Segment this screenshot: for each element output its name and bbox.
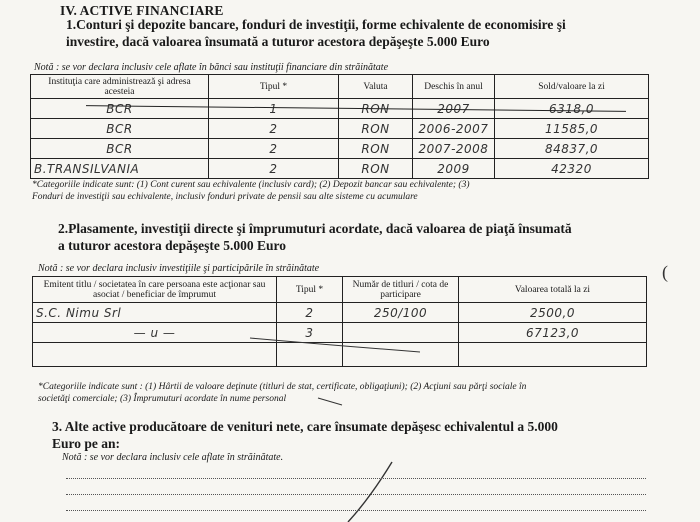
heading-3-line-1: 3. Alte active producătoare de venituri nete, care însumate depăşesc echivalentul a 5.000 [52,419,558,434]
header-issuer: Emitent titlu / societatea în care persoana este acţionar sau asociat / beneficiar de împrumut [33,277,277,303]
heading-1-line-2: investire, dacă valoarea însumată a tuturor acestora depăşeşte 5.000 Euro [66,34,490,49]
cancel-stroke-3 [348,462,392,522]
header-currency: Valuta [339,75,413,99]
section-title: IV. ACTIVE FINANCIARE [60,3,224,18]
footnote-1-line-2: Fonduri de investiţii sau echivalente, inclusiv fonduri private de pensii sau alte sisteme cu acumulare [32,192,418,202]
cancel-stroke-2 [318,398,342,405]
header-institution: Instituţia care administrează şi adresa acesteia [31,75,209,99]
heading-2-line-2: a tuturor acestora depăşeşte 5.000 Euro [58,238,286,253]
cell-currency: RON [339,139,413,159]
footnote-2-line-2: societăţi comerciale; (3) Împrumuturi acordate în nume personal [38,394,287,404]
cell-institution: BCR [31,99,209,119]
heading-2-line-1: 2.Plasamente, investiţii directe şi împrumuturi acordate, dacă valoarea de piaţă însumată [58,221,572,236]
header-type: Tipul * [277,277,343,303]
cell-issuer: — u — [33,323,277,343]
cell-type: 1 [209,99,339,119]
cell-opened: 2007-2008 [413,139,495,159]
dotted-line [66,494,646,495]
note-2: Notă : se vor declara inclusiv investiţiile şi participările în străinătate [38,263,320,274]
cancel-stroke-1 [250,338,420,352]
cell-type: 2 [209,119,339,139]
cell-type: 3 [277,323,343,343]
heading-1-line-1: 1.Conturi şi depozite bancare, fonduri de investiţii, forme echivalente de economisire şi [66,17,566,32]
header-total: Valoarea totală la zi [459,277,647,303]
cell-institution: BCR [31,139,209,159]
cell-institution: B.TRANSILVANIA [31,159,209,179]
cell-shares: 250/100 [343,303,459,323]
cell-issuer: S.C. Nimu Srl [33,303,277,323]
cell-currency: RON [339,159,413,179]
dotted-line [66,478,646,479]
cell-total: 67123,0 [459,323,647,343]
margin-mark: ( [662,262,668,282]
header-shares: Număr de titluri / cota de participare [343,277,459,303]
header-balance: Sold/valoare la zi [495,75,649,99]
cell-type: 2 [209,139,339,159]
cell-total: 2500,0 [459,303,647,323]
cell-balance: 84837,0 [495,139,649,159]
cell-balance: 11585,0 [495,119,649,139]
cell-currency: RON [339,119,413,139]
note-3: Notă : se vor declara inclusiv cele aflate în străinătate. [62,452,284,463]
cell-type: 2 [209,159,339,179]
cell-type: 2 [277,303,343,323]
cell-opened: 2006-2007 [413,119,495,139]
cell-balance: 42320 [495,159,649,179]
header-opened: Deschis în anul [413,75,495,99]
footnote-1-line-1: *Categoriile indicate sunt: (1) Cont curent sau echivalente (inclusiv card); (2) Depozit bancar sau echivalente; (3) [32,180,470,190]
heading-3-line-2: Euro pe an: [52,436,121,451]
footnote-2-line-1: *Categoriile indicate sunt : (1) Hârtii de valoare deţinute (titluri de stat, certificate, obligaţiuni); (2) Acţiuni sau părţi sociale în [38,382,527,392]
note-1: Notă : se vor declara inclusiv cele aflate în bănci sau instituţii financiare din străinătate [34,62,389,73]
dotted-line [66,510,646,511]
cell-institution: BCR [31,119,209,139]
cell-opened: 2009 [413,159,495,179]
cell-balance: 6318,0 [495,99,649,119]
header-type: Tipul * [209,75,339,99]
